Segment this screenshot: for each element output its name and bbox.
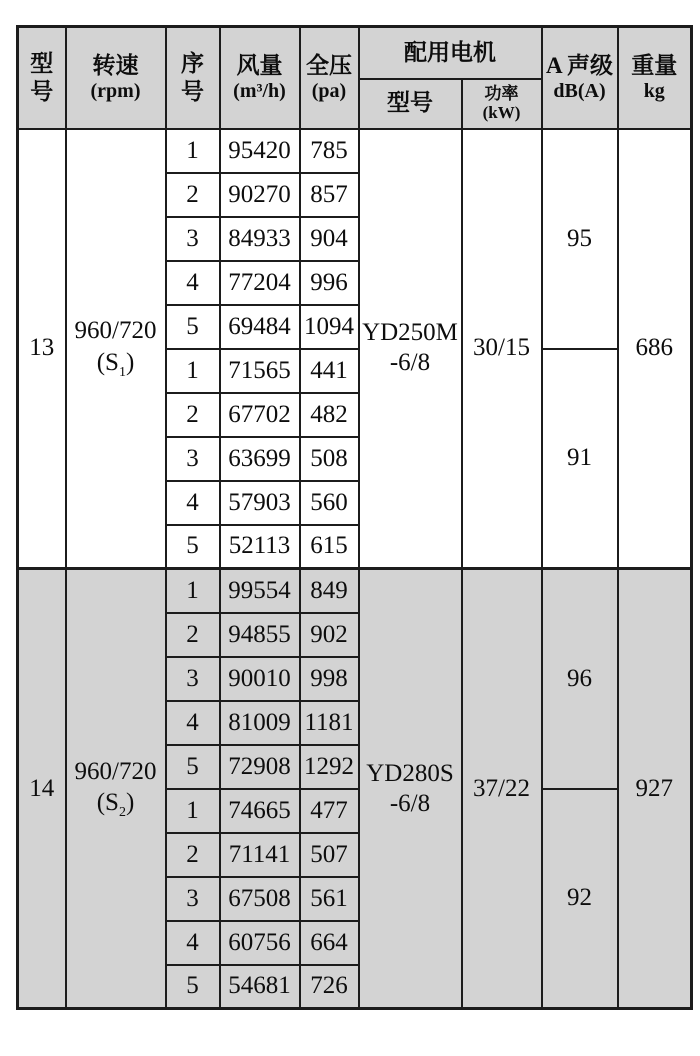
airflow-cell: 69484 xyxy=(220,305,300,349)
pressure-cell: 441 xyxy=(300,349,359,393)
noise-cell-high: 96 xyxy=(542,569,618,789)
seq-cell: 2 xyxy=(166,833,220,877)
airflow-cell: 57903 xyxy=(220,481,300,525)
pressure-cell: 1181 xyxy=(300,701,359,745)
airflow-cell: 99554 xyxy=(220,569,300,613)
motor-model-cell: YD250M -6/8 xyxy=(359,129,462,569)
seq-cell: 2 xyxy=(166,613,220,657)
model-cell: 13 xyxy=(18,129,66,569)
seq-cell: 2 xyxy=(166,393,220,437)
pressure-cell: 902 xyxy=(300,613,359,657)
airflow-cell: 71565 xyxy=(220,349,300,393)
seq-cell: 5 xyxy=(166,965,220,1009)
airflow-cell: 52113 xyxy=(220,525,300,569)
header-motor-model: 型号 xyxy=(359,79,462,129)
pressure-cell: 1094 xyxy=(300,305,359,349)
pressure-cell: 785 xyxy=(300,129,359,173)
seq-cell: 5 xyxy=(166,305,220,349)
fan-spec-table xyxy=(16,25,693,1010)
seq-cell: 3 xyxy=(166,437,220,481)
airflow-cell: 54681 xyxy=(220,965,300,1009)
seq-cell: 3 xyxy=(166,217,220,261)
seq-cell: 3 xyxy=(166,877,220,921)
pressure-cell: 857 xyxy=(300,173,359,217)
airflow-cell: 90270 xyxy=(220,173,300,217)
weight-cell: 927 xyxy=(618,569,692,1009)
seq-cell: 5 xyxy=(166,745,220,789)
airflow-cell: 74665 xyxy=(220,789,300,833)
pressure-cell: 996 xyxy=(300,261,359,305)
airflow-cell: 90010 xyxy=(220,657,300,701)
header-motor-power: 功率 (kW) xyxy=(462,79,542,129)
pressure-cell: 726 xyxy=(300,965,359,1009)
airflow-cell: 67508 xyxy=(220,877,300,921)
header-seq: 序 号 xyxy=(166,27,220,129)
airflow-cell: 77204 xyxy=(220,261,300,305)
header-airflow: 风量 (m³/h) xyxy=(220,27,300,129)
pressure-cell: 560 xyxy=(300,481,359,525)
noise-cell-low: 92 xyxy=(542,789,618,1009)
table-row xyxy=(18,129,692,173)
header-noise: A 声级 dB(A) xyxy=(542,27,618,129)
header-model: 型 号 xyxy=(18,27,66,129)
speed-cell: 960/720 $(S_1)$ xyxy=(66,129,166,569)
pressure-cell: 482 xyxy=(300,393,359,437)
pressure-cell: 477 xyxy=(300,789,359,833)
model-cell: 14 xyxy=(18,569,66,1009)
seq-cell: 2 xyxy=(166,173,220,217)
noise-cell-low: 91 xyxy=(542,349,618,569)
pressure-cell: 507 xyxy=(300,833,359,877)
pressure-cell: 849 xyxy=(300,569,359,613)
header-motor-group: 配用电机 xyxy=(359,27,542,79)
speed-cell: 960/720 $(S_2)$ xyxy=(66,569,166,1009)
pressure-cell: 664 xyxy=(300,921,359,965)
header-weight: 重量 kg xyxy=(618,27,692,129)
airflow-cell: 72908 xyxy=(220,745,300,789)
airflow-cell: 60756 xyxy=(220,921,300,965)
airflow-cell: 63699 xyxy=(220,437,300,481)
seq-cell: 5 xyxy=(166,525,220,569)
pressure-cell: 904 xyxy=(300,217,359,261)
seq-cell: 4 xyxy=(166,481,220,525)
noise-cell-high: 95 xyxy=(542,129,618,349)
airflow-cell: 95420 xyxy=(220,129,300,173)
motor-power-cell: 30/15 xyxy=(462,129,542,569)
airflow-cell: 71141 xyxy=(220,833,300,877)
pressure-cell: 1292 xyxy=(300,745,359,789)
airflow-cell: 84933 xyxy=(220,217,300,261)
seq-cell: 4 xyxy=(166,921,220,965)
seq-cell: 1 xyxy=(166,789,220,833)
table-header xyxy=(18,27,692,129)
airflow-cell: 67702 xyxy=(220,393,300,437)
pressure-cell: 615 xyxy=(300,525,359,569)
pressure-cell: 561 xyxy=(300,877,359,921)
weight-cell: 686 xyxy=(618,129,692,569)
header-speed: 转速 (rpm) xyxy=(66,27,166,129)
seq-cell: 3 xyxy=(166,657,220,701)
airflow-cell: 81009 xyxy=(220,701,300,745)
table-row xyxy=(18,569,692,613)
header-pressure: 全压 (pa) xyxy=(300,27,359,129)
pressure-cell: 998 xyxy=(300,657,359,701)
seq-cell: 1 xyxy=(166,129,220,173)
seq-cell: 1 xyxy=(166,569,220,613)
seq-cell: 4 xyxy=(166,261,220,305)
motor-model-cell: YD280S -6/8 xyxy=(359,569,462,1009)
pressure-cell: 508 xyxy=(300,437,359,481)
airflow-cell: 94855 xyxy=(220,613,300,657)
motor-power-cell: 37/22 xyxy=(462,569,542,1009)
seq-cell: 1 xyxy=(166,349,220,393)
seq-cell: 4 xyxy=(166,701,220,745)
